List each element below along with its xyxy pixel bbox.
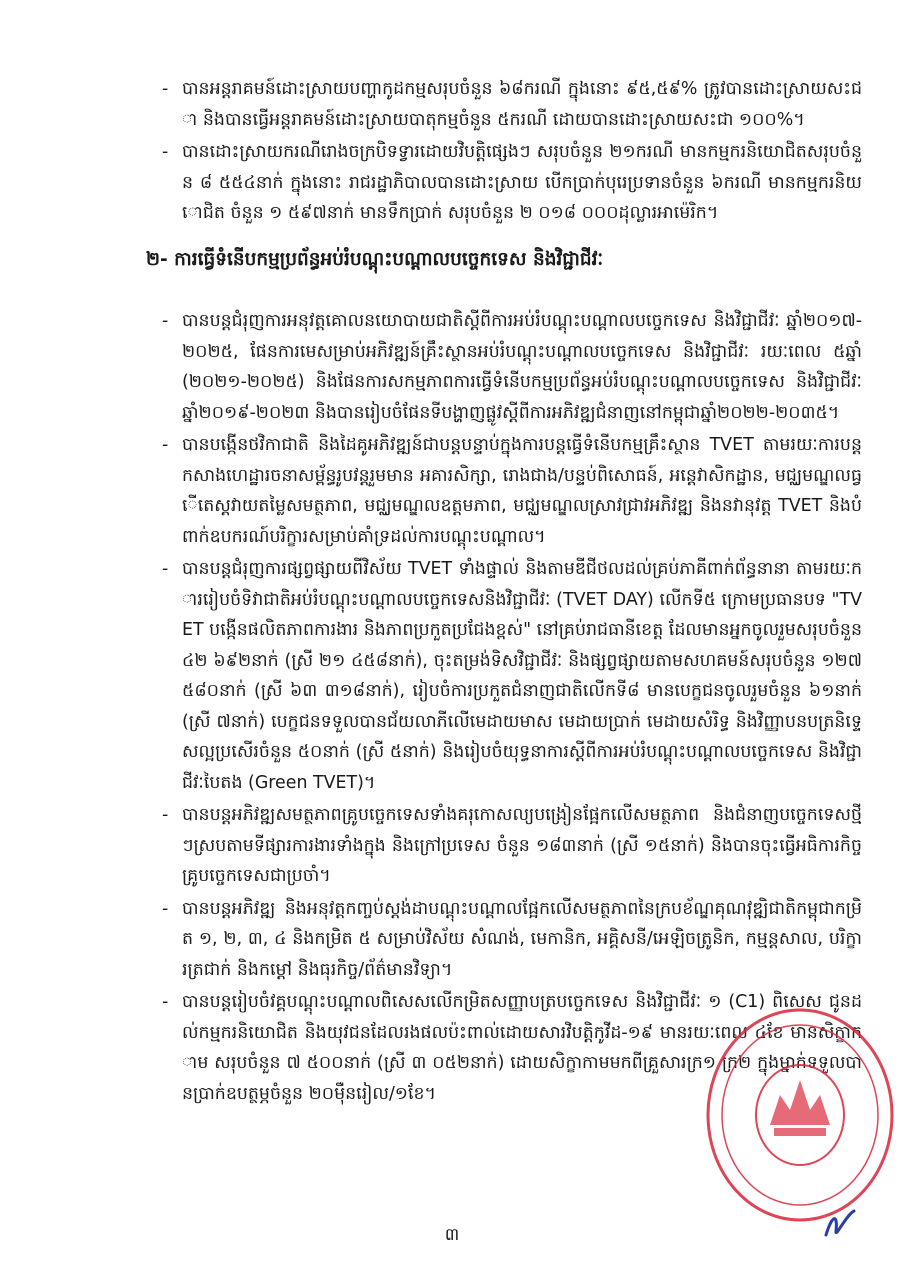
bullet-text: បានបន្តជំរុញការផ្សព្វផ្សាយពីវិស័យ TVET ទាំងផ្ទាល់ និងតាមឌីជីថលដល់គ្រប់ភាគីពាក់ព័ន្ធនានា តាមរយៈការរៀបចំទិវាជាតិអប់រំបណ្តុះបណ្តាលបច្ចេកទេសនិងវិជ្ជាជីវៈ (TVET DAY) លើកទី៥ ក្រោមប្រធានបទ "TVET បង្កើនផលិតភាពការងារ និងភាពប្រកួតប្រជែងខ្ពស់" នៅគ្រប់រាជធានីខេត្ត ដែលមានអ្នកចូលរួមសរុបចំនួន ៤២ ៦៩២នាក់ (ស្រី ២១ ៤៥៨នាក់), ចុះតម្រង់ទិសវិជ្ជាជីវៈ និងផ្សព្វផ្សាយតាមសហគមន៍សរុបចំនួន ១២៧ ៥៨០នាក់ (ស្រី ៦៣ ៣១៨នាក់), រៀបចំការប្រកួតជំនាញជាតិលើកទី៨ មានបេក្ខជនចូលរួមចំនួន ៦១នាក់ (ស្រី ៧នាក់) បេក្ខជនទទួលបានជ័យលាភីលើមេដាយមាស មេដាយប្រាក់ មេដាយសំរិទ្ធ និងវិញ្ញាបនបត្រនិទ្ទេសល្អប្រសើរចំនួន ៥០នាក់ (ស្រី ៥នាក់) និងរៀបចំយុទ្ធនាការស្តីពីការអប់រំបណ្តុះបណ្តាលបច្ចេកទេស និងវិជ្ជាជីវៈបៃតង (Green TVET)។ [182,559,862,793]
section1-bullet-list [162,74,862,231]
list-item: - បានបន្តរៀបចំវគ្គបណ្តុះបណ្តាលពិសេសលើកម្រិតសញ្ញាបត្របច្ចេកទេស និងវិជ្ជាជីវៈ ១ (C1) ពិសេស ជូនដល់កម្មករនិយោជិត និងយុវជនដែលរងផលប៉ះពាល់ដោយសារវិបត្តិកូវីដ-១៩ មានរយៈពេល ៤ខែ មានសិក្ខាកាម សរុបចំនួន ៧ ៥០០នាក់ (ស្រី ៣ ០៥២នាក់) ដោយសិក្ខាកាមមកពីគ្រួសារក្រ១ ក្រ២ ក្នុងម្នាក់ទទួលបានប្រាក់ឧបត្ថម្ភចំនួន ២០ម៉ឺនរៀល/១ខែ។ [162,992,862,1104]
list-item: - បានបន្តអភិវឌ្ឍ និងអនុវត្តកញ្ចប់ស្តង់ដាបណ្តុះបណ្តាលផ្អែកលើសមត្ថភាពនៃក្របខ័ណ្ឌគុណវុឌ្ឍិជាតិកម្ពុជាកម្រិត ១, ២, ៣, ៤ និងកម្រិត ៥ សម្រាប់វិស័យ សំណង់, មេកានិក, អគ្គិសនី/អេឡិចត្រូនិក, កម្មន្តសាល, បរិក្ខារត្រជាក់ និងកម្តៅ និងធុរកិច្ច/ព័ត៌មានវិទ្យា។ [162,898,862,980]
official-seal-icon [700,1000,900,1230]
bullet-text: បានបន្តអភិវឌ្ឍ និងអនុវត្តកញ្ចប់ស្តង់ដាបណ្តុះបណ្តាលផ្អែកលើសមត្ថភាពនៃក្របខ័ណ្ឌគុណវុឌ្ឍិជាតិកម្ពុជាកម្រិត ១, ២, ៣, ៤ និងកម្រិត ៥ សម្រាប់វិស័យ សំណង់, មេកានិក, អគ្គិសនី/អេឡិចត្រូនិក, កម្មន្តសាល, បរិក្ខារត្រជាក់ និងកម្តៅ និងធុរកិច្ច/ព័ត៌មានវិទ្យា។ [182,898,862,980]
signature-initial-icon [820,1205,860,1245]
bullet-text: បានបង្កើនថវិកាជាតិ និងដៃគូអភិវឌ្ឍន៍ជាបន្តបន្ទាប់ក្នុងការបន្តធ្វើទំនើបកម្មគ្រឹះស្ថាន TVET តាមរយៈការបន្តកសាងហេដ្ឋារចនាសម្ព័ន្ធរូបវន្តរួមមាន អគារសិក្សា, រោងជាង/បន្ទប់ពិសោធន៍, អន្តេវាសិកដ្ឋាន, មជ្ឈមណ្ឌលធ្វើតេស្តវាយតម្លៃសមត្ថភាព, មជ្ឈមណ្ឌលឧត្តមភាព, មជ្ឈមណ្ឌលស្រាវជ្រាវអភិវឌ្ឍ និងនវានុវត្ត TVET និងបំពាក់ឧបករណ៍បរិក្ខារសម្រាប់គាំទ្រដល់ការបណ្តុះបណ្តាល។ [182,435,862,547]
list-item: - បានអន្តរាគមន៍ដោះស្រាយបញ្ហាកូដកម្មសរុបចំនួន ៦៨ករណី ក្នុងនោះ ៩៥,៥៩% ត្រូវបានដោះស្រាយសះជា និងបានធ្វើអន្តរាគមន៍ដោះស្រាយបាតុកម្មចំនួន ៥ករណី ដោយបានដោះស្រាយសះជា ១០០%។ [162,79,862,130]
bullet-text: បានបន្តរៀបចំវគ្គបណ្តុះបណ្តាលពិសេសលើកម្រិតសញ្ញាបត្របច្ចេកទេស និងវិជ្ជាជីវៈ ១ (C1) ពិសេស ជូនដល់កម្មករនិយោជិត និងយុវជនដែលរងផលប៉ះពាល់ដោយសារវិបត្តិកូវីដ-១៩ មានរយៈពេល ៤ខែ មានសិក្ខាកាម សរុបចំនួន ៧ ៥០០នាក់ (ស្រី ៣ ០៥២នាក់) ដោយសិក្ខាកាមមកពីគ្រួសារក្រ១ ក្រ២ ក្នុងម្នាក់ទទួលបានប្រាក់ឧបត្ថម្ភចំនួន ២០ម៉ឺនរៀល/១ខែ។ [182,992,862,1104]
list-item: - បានដោះស្រាយករណីរោងចក្របិទទ្វារដោយវិបត្តិផ្សេងៗ សរុបចំនួន ២១ករណី មានកម្មករនិយោជិតសរុបចំនួន ៨ ៥៥៤នាក់ ក្នុងនោះ រាជរដ្ឋាភិបាលបានដោះស្រាយ បើកប្រាក់បុរេប្រទានចំនួន ៦ករណី មានកម្មករនិយោជិត ចំនួន ១ ៥៩៧នាក់ មានទឹកប្រាក់ សរុបចំនួន ២ ០១៨ ០០០ដុល្លារអាម៉េរិក។ [162,142,862,223]
section-heading: ២- ការធ្វើទំនើបកម្មប្រព័ន្ធអប់រំបណ្តុះបណ្តាលបច្ចេកទេស និងវិជ្ជាជីវៈ [146,249,604,270]
list-item: - បានបន្តជំរុញការផ្សព្វផ្សាយពីវិស័យ TVET ទាំងផ្ទាល់ និងតាមឌីជីថលដល់គ្រប់ភាគីពាក់ព័ន្ធនានា តាមរយៈការរៀបចំទិវាជាតិអប់រំបណ្តុះបណ្តាលបច្ចេកទេសនិងវិជ្ជាជីវៈ (TVET DAY) លើកទី៥ ក្រោមប្រធានបទ "TVET បង្កើនផលិតភាពការងារ និងភាពប្រកួតប្រជែងខ្ពស់" នៅគ្រប់រាជធានីខេត្ត ដែលមានអ្នកចូលរួមសរុបចំនួន ៤២ ៦៩២នាក់ (ស្រី ២១ ៤៥៨នាក់), ចុះតម្រង់ទិសវិជ្ជាជីវៈ និងផ្សព្វផ្សាយតាមសហគមន៍សរុបចំនួន ១២៧ ៥៨០នាក់ (ស្រី ៦៣ ៣១៨នាក់), រៀបចំការប្រកួតជំនាញជាតិលើកទី៨ មានបេក្ខជនចូលរួមចំនួន ៦១នាក់ (ស្រី ៧នាក់) បេក្ខជនទទួលបានជ័យលាភីលើមេដាយមាស មេដាយប្រាក់ មេដាយសំរិទ្ធ និងវិញ្ញាបនបត្រនិទ្ទេសល្អប្រសើរចំនួន ៥០នាក់ (ស្រី ៥នាក់) និងរៀបចំយុទ្ធនាការស្តីពីការអប់រំបណ្តុះបណ្តាលបច្ចេកទេស និងវិជ្ជាជីវៈបៃតង (Green TVET)។ [162,559,862,793]
bullet-text: បានអន្តរាគមន៍ដោះស្រាយបញ្ហាកូដកម្មសរុបចំនួន ៦៨ករណី ក្នុងនោះ ៩៥,៥៩% ត្រូវបានដោះស្រាយសះជា និងបានធ្វើអន្តរាគមន៍ដោះស្រាយបាតុកម្មចំនួន ៥ករណី ដោយបានដោះស្រាយសះជា ១០០%។ [182,79,862,130]
section2-bullet-list [162,306,862,1111]
bullet-text: បានបន្តអភិវឌ្ឍសមត្ថភាពគ្រូបច្ចេកទេសទាំងគរុកោសល្យបង្រៀនផ្អែកលើសមត្ថភាព និងជំនាញបច្ចេកទេសថ្មីៗស្របតាមទីផ្សារការងារទាំងក្នុង និងក្រៅប្រទេស ចំនួន ១៨៣នាក់ (ស្រី ១៥នាក់) និងបានចុះធ្វើអធិការកិច្ចគ្រូបច្ចេកទេសជាប្រចាំ។ [182,805,862,886]
bullet-text: បានដោះស្រាយករណីរោងចក្របិទទ្វារដោយវិបត្តិផ្សេងៗ សរុបចំនួន ២១ករណី មានកម្មករនិយោជិតសរុបចំនួន ៨ ៥៥៤នាក់ ក្នុងនោះ រាជរដ្ឋាភិបាលបានដោះស្រាយ បើកប្រាក់បុរេប្រទានចំនួន ៦ករណី មានកម្មករនិយោជិត ចំនួន ១ ៥៩៧នាក់ មានទឹកប្រាក់ សរុបចំនួន ២ ០១៨ ០០០ដុល្លារអាម៉េរិក។ [182,142,862,223]
list-item: - បានបន្តអភិវឌ្ឍសមត្ថភាពគ្រូបច្ចេកទេសទាំងគរុកោសល្យបង្រៀនផ្អែកលើសមត្ថភាព និងជំនាញបច្ចេកទេសថ្មីៗស្របតាមទីផ្សារការងារទាំងក្នុង និងក្រៅប្រទេស ចំនួន ១៨៣នាក់ (ស្រី ១៥នាក់) និងបានចុះធ្វើអធិការកិច្ចគ្រូបច្ចេកទេសជាប្រចាំ។ [162,805,862,886]
list-item: - បានបង្កើនថវិកាជាតិ និងដៃគូអភិវឌ្ឍន៍ជាបន្តបន្ទាប់ក្នុងការបន្តធ្វើទំនើបកម្មគ្រឹះស្ថាន TVET តាមរយៈការបន្តកសាងហេដ្ឋារចនាសម្ព័ន្ធរូបវន្តរួមមាន អគារសិក្សា, រោងជាង/បន្ទប់ពិសោធន៍, អន្តេវាសិកដ្ឋាន, មជ្ឈមណ្ឌលធ្វើតេស្តវាយតម្លៃសមត្ថភាព, មជ្ឈមណ្ឌលឧត្តមភាព, មជ្ឈមណ្ឌលស្រាវជ្រាវអភិវឌ្ឍ និងនវានុវត្ត TVET និងបំពាក់ឧបករណ៍បរិក្ខារសម្រាប់គាំទ្រដល់ការបណ្តុះបណ្តាល។ [162,435,862,547]
list-item: - បានបន្តជំរុញការអនុវត្តគោលនយោបាយជាតិស្តីពីការអប់រំបណ្តុះបណ្តាលបច្ចេកទេស និងវិជ្ជាជីវៈ ឆ្នាំ២០១៧-២០២៥, ផែនការមេសម្រាប់អភិវឌ្ឍន៍គ្រឹះស្ថានអប់រំបណ្តុះបណ្តាលបច្ចេកទេស និងវិជ្ជាជីវៈ រយៈពេល ៥ឆ្នាំ (២០២១-២០២៥) និងផែនការសកម្មភាពការធ្វើទំនើបកម្មប្រព័ន្ធអប់រំបណ្តុះបណ្តាលបច្ចេកទេស និងវិជ្ជាជីវៈ ឆ្នាំ២០១៩-២០២៣ និងបានរៀបចំផែនទីបង្ហាញផ្លូវស្តីពីការអភិវឌ្ឍជំនាញនៅកម្ពុជាឆ្នាំ២០២២-២០៣៥។ [162,311,862,423]
page-number: ៣ [444,1225,460,1245]
bullet-text: បានបន្តជំរុញការអនុវត្តគោលនយោបាយជាតិស្តីពីការអប់រំបណ្តុះបណ្តាលបច្ចេកទេស និងវិជ្ជាជីវៈ ឆ្នាំ២០១៧-២០២៥, ផែនការមេសម្រាប់អភិវឌ្ឍន៍គ្រឹះស្ថានអប់រំបណ្តុះបណ្តាលបច្ចេកទេស និងវិជ្ជាជីវៈ រយៈពេល ៥ឆ្នាំ (២០២១-២០២៥) និងផែនការសកម្មភាពការធ្វើទំនើបកម្មប្រព័ន្ធអប់រំបណ្តុះបណ្តាលបច្ចេកទេស និងវិជ្ជាជីវៈ ឆ្នាំ២០១៩-២០២៣ និងបានរៀបចំផែនទីបង្ហាញផ្លូវស្តីពីការអភិវឌ្ឍជំនាញនៅកម្ពុជាឆ្នាំ២០២២-២០៣៥។ [182,311,862,423]
